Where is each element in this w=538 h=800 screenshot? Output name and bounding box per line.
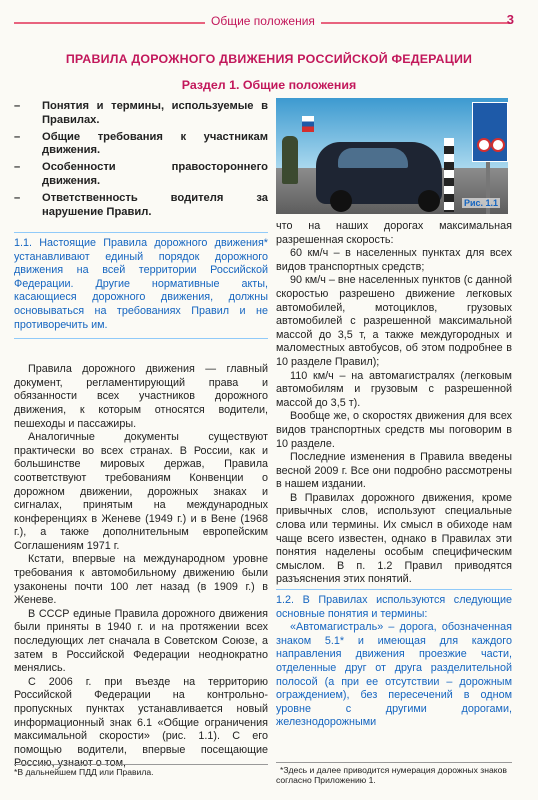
- speed-limit-icon: [491, 138, 505, 152]
- list-item: – Особенности правостороннего движения.: [12, 161, 268, 189]
- paragraph: что на наших дорогах максимальная разрешенная скорость:: [276, 220, 512, 246]
- paragraph: Правила дорожного движения — главный документ, регламентирующий права и обязанности всех участников дорожного движения, к которым относятся водители, пешеходы и пассажиры.: [14, 363, 268, 430]
- document-title: ПРАВИЛА ДОРОЖНОГО ДВИЖЕНИЯ РОССИЙСКОЙ ФЕДЕРАЦИИ: [65, 52, 473, 66]
- paragraph: 90 км/ч – вне населенных пунктов (с данной скоростью разрешено движение легковых автомобилей, мотоциклов, грузовых автомобилей с разрешенной максимальной массой до 3,5 т, а также междугородных и маломестных автобусов, об этом подробнее в 10 разделе Правил);: [276, 274, 512, 368]
- rule-1-1-box: [14, 232, 268, 339]
- left-column: [14, 232, 268, 771]
- car-wheel: [330, 190, 352, 212]
- speed-limits-sign-icon: [472, 102, 508, 162]
- paragraph: С 2006 г. при въезде на территорию Российской Федерации на контрольно-пропускных пунктах устанавливается новый информационный знак 6.1 «Общие ограничения максимальной скорости» (рис. 1.1). С его помощью водители, впервые посещающие Россию, узнают о том,: [14, 675, 268, 770]
- page-header: [0, 10, 538, 36]
- paragraph: Последние изменения в Правила введены весной 2009 г. Все они подробно рассмотрены в нашем издании.: [276, 451, 512, 491]
- list-item: – Понятия и термины, используемые в Правилах.: [12, 100, 268, 128]
- barrier-pole: [444, 138, 454, 212]
- figure-caption: Рис. 1.1: [463, 198, 498, 208]
- paragraph: 110 км/ч – на автомагистралях (легковым автомобилям и грузовым с разрешенной массой до 3,5 т).: [276, 369, 512, 409]
- section-contents-list: [12, 100, 268, 222]
- paragraph: Вообще же, о скоростях движения для всех видов транспортных средств мы поговорим в 10 разделе.: [276, 410, 512, 450]
- page-number: 3: [506, 12, 514, 27]
- car-window: [338, 148, 408, 168]
- rule-1-2-text: 1.2. В Правилах используются следующие основные понятия и термины:: [276, 594, 512, 620]
- right-column: [276, 220, 512, 730]
- paragraph: В Правилах дорожного движения, кроме привычных слов, используют специальные слова или термины. Их смысл в обиходе нам чаще всего известен, однако в Правилах эти понятия наделены особым специфическим смыслом. В п. 1.2 Правил приводятся разъяснения этих понятий.: [276, 491, 512, 586]
- border-guard: [282, 136, 298, 184]
- paragraph: Аналогичные документы существуют практически во всех странах. В России, как и большинстве мировых держав, Правила соответствуют требованиям Конвенции о дорожном движении, дорожных знаках и сигналах, принятым на международных конференциях в Женеве (1949 г.) и в Вене (1968 г.), а также дополнительным европейским Соглашениям 1971 г.: [14, 431, 268, 552]
- running-head: Общие положения: [205, 14, 321, 28]
- footnote: *В дальнейшем ПДД или Правила.: [14, 764, 268, 777]
- speed-limit-icon: [477, 138, 491, 152]
- list-item: – Ответственность водителя за нарушение Правил.: [12, 192, 268, 220]
- rule-1-2-definition: «Автомагистраль» – дорога, обозначенная знаком 5.1* и имеющая для каждого направления движения проезжие части, отделенные друг от друга разделительной полосой (а при ее отсутствии – дорожным ограждением), без пересечений в одном уровне с другими дорогами, железнодорожными: [276, 621, 512, 729]
- rule-1-2-box: [276, 589, 512, 730]
- car-wheel: [418, 190, 440, 212]
- figure-border-checkpoint-photo: [276, 98, 508, 214]
- rule-1-1-text: 1.1. Настоящие Правила дорожного движения* устанавливают единый порядок дорожного движения на всей территории Российской Федерации. Другие нормативные акты, касающиеся дорожного движения, должны основываться на требованиях Правил и не противоречить им.: [14, 237, 268, 331]
- paragraph: Кстати, впервые на международном уровне требования к автомобильному движению были узаконены почти 100 лет назад (в 1909 г.) в Женеве.: [14, 553, 268, 607]
- paragraph: В СССР единые Правила дорожного движения были приняты в 1940 г. и на протяжении всех последующих лет сначала в Советском Союзе, а затем в Российской Федерации неоднократно менялись.: [14, 607, 268, 675]
- footnote: *Здесь и далее приводится нумерация дорожных знаков согласно Приложению 1.: [276, 762, 512, 785]
- list-item: – Общие требования к участникам движения.: [12, 131, 268, 159]
- paragraph: 60 км/ч – в населенных пунктах для всех видов транспортных средств;: [276, 247, 512, 273]
- section-title: Раздел 1. Общие положения: [181, 78, 357, 92]
- russian-flag-icon: [302, 116, 314, 132]
